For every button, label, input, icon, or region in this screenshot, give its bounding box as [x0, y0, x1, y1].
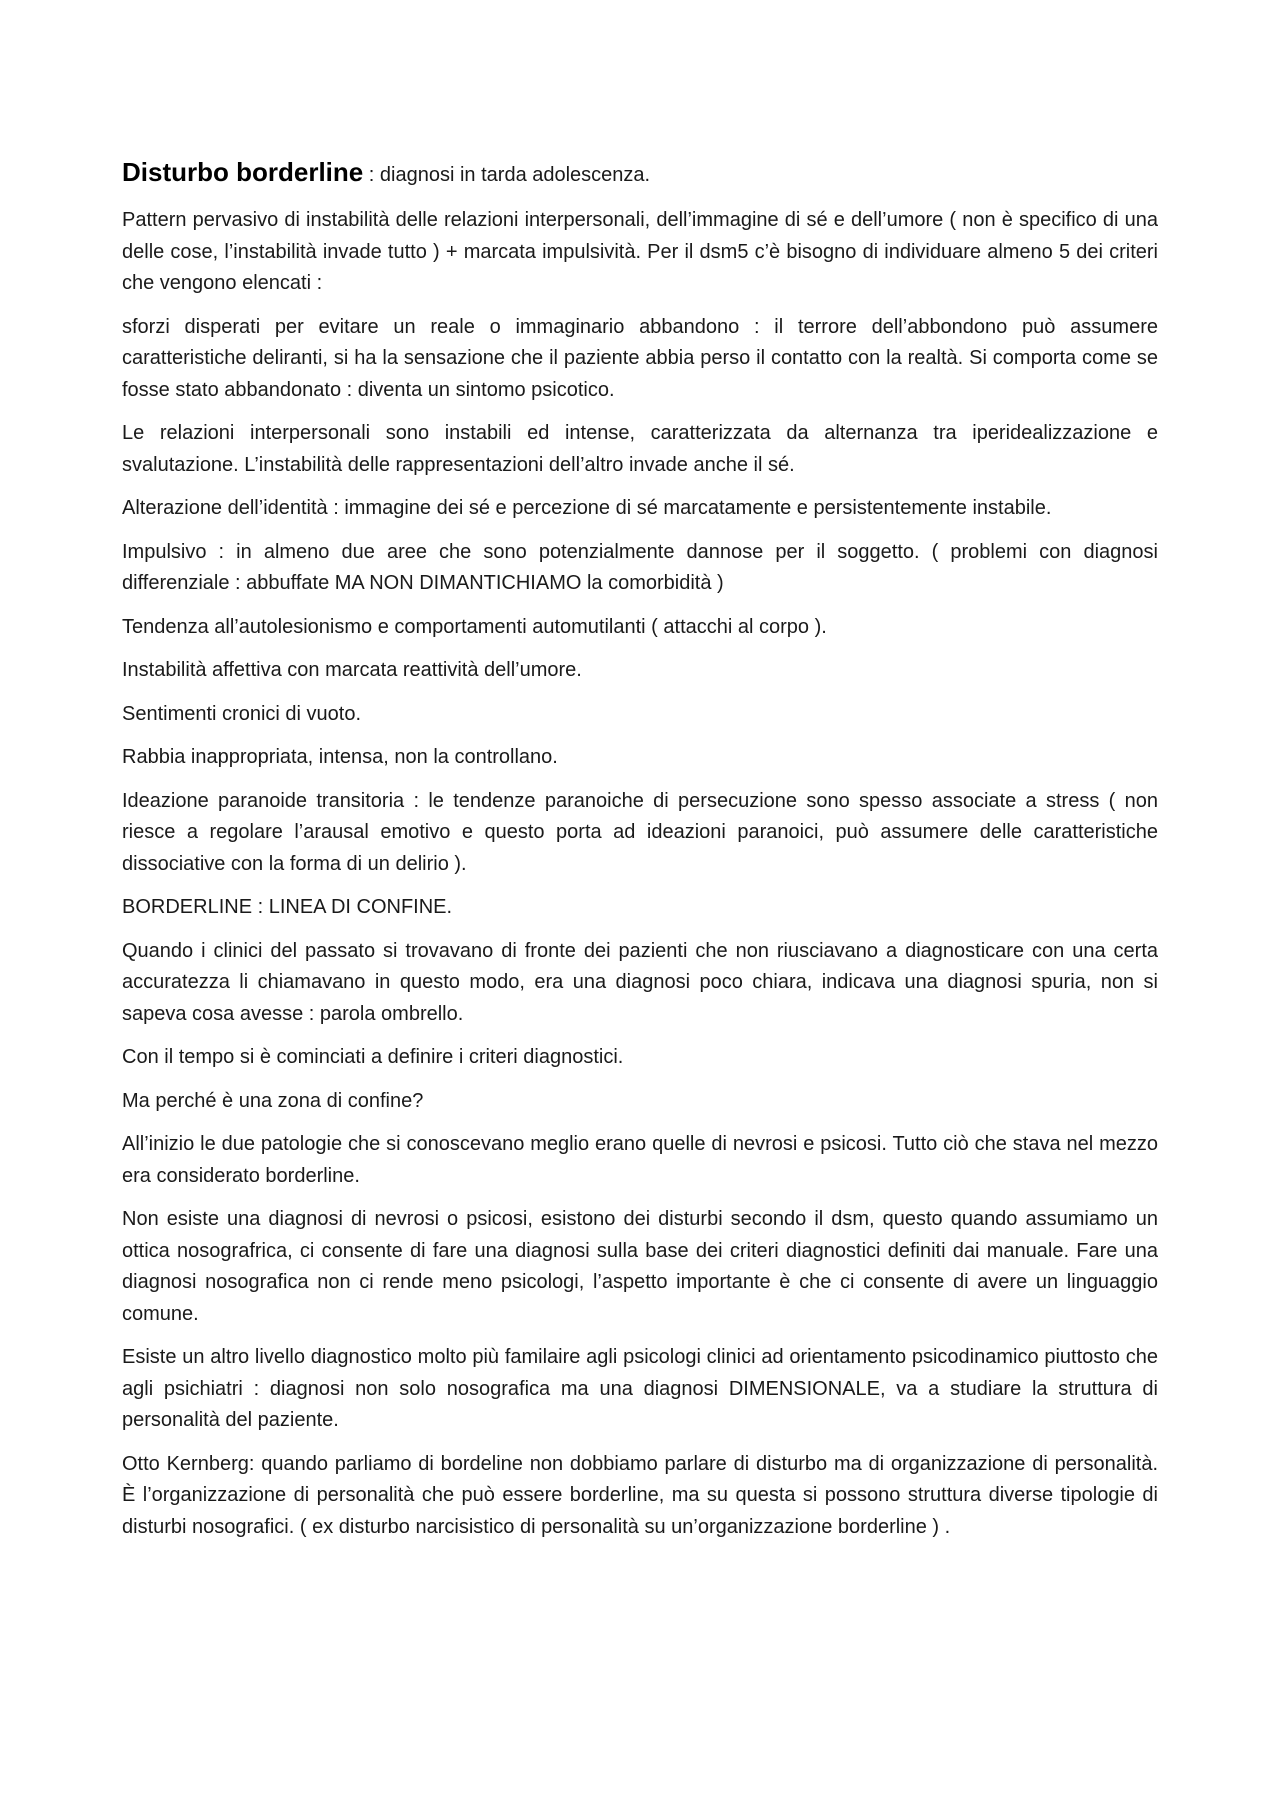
paragraph-kernberg: Otto Kernberg: quando parliamo di bordeline non dobbiamo parlare di disturbo ma di organizzazione di personalità. È l’organizzazione di personalità che può essere borderline, ma su questa si possono struttura diverse tipologie di disturbi nosografici. ( ex disturbo narcisistico di personalità su un’organizzazione borderline ) .	[122, 1452, 1158, 1538]
heading-title: Disturbo borderline	[122, 157, 364, 187]
paragraph-criterion-identity: Alterazione dell’identità : immagine dei sé e percezione di sé marcatamente e persistentemente instabile.	[122, 497, 1052, 519]
paragraph-criterion-impulsivity: Impulsivo : in almeno due aree che sono potenzialmente dannose per il soggetto. ( problemi con diagnosi differenziale : abbuffate MA NON DIMANTICHIAMO la comorbidità )	[122, 540, 1158, 594]
paragraph-criteria-defined: Con il tempo si è cominciati a definire i criteri diagnostici.	[122, 1046, 624, 1068]
heading-subtitle: : diagnosi in tarda adolescenza.	[363, 164, 651, 186]
paragraph-criterion-paranoid-ideation: Ideazione paranoide transitoria : le tendenze paranoiche di persecuzione sono spesso associate a stress ( non riesce a regolare l’arausal emotivo e questo porta ad ideazioni paranoici, può assumere delle caratteristiche dissociative con la forma di un delirio ).	[122, 789, 1158, 875]
paragraph-history: Quando i clinici del passato si trovavano di fronte dei pazienti che non riusciavano a diagnosticare con una certa accuratezza li chiamavano in questo modo, era una diagnosi poco chiara, indicava una diagnosi spuria, non si sapeva cosa avesse : parola ombrello.	[122, 939, 1158, 1025]
paragraph-criterion-self-harm: Tendenza all’autolesionismo e comportamenti automutilanti ( attacchi al corpo ).	[122, 615, 827, 638]
paragraph-dimensional: Esiste un altro livello diagnostico molto più familaire agli psicologi clinici ad orientamento psicodinamico piuttosto che agli psichiatri : diagnosi non solo nosografica ma una diagnosi DIMENSIONALE, va a studiare la struttura di personalità del paziente.	[122, 1346, 1158, 1431]
paragraph-criterion-relations: Le relazioni interpersonali sono instabili ed intense, caratterizzata da alternanza tra iperidealizzazione e svalutazione. L’instabilità delle rappresentazioni dell’altro invade anche il sé.	[122, 422, 1158, 476]
paragraph-criterion-emptiness: Sentimenti cronici di vuoto.	[122, 702, 362, 725]
paragraph-criterion-abandonment: sforzi disperati per evitare un reale o immaginario abbandono : il terrore dell’abbondono può assumere caratteristiche deliranti, si ha la sensazione che il paziente abbia perso il contatto con la realtà. Si comporta come se fosse stato abbandonato : diventa un sintomo psicotico.	[122, 315, 1158, 401]
paragraph-criterion-anger: Rabbia inappropriata, intensa, non la controllano.	[122, 746, 558, 768]
paragraph-nosographic: Non esiste una diagnosi di nevrosi o psicosi, esistono dei disturbi secondo il dsm, questo quando assumiamo un ottica nosografrica, ci consente di fare una diagnosi sulla base dei criteri diagnostici definiti dai manuale. Fare una diagnosi nosografica non ci rende meno psicologi, l’aspetto importante è che ci consente di avere un linguaggio comune.	[122, 1208, 1158, 1325]
document-heading	[122, 154, 1158, 193]
document-body	[122, 154, 1158, 1555]
paragraph-neurosis-psychosis: All’inizio le due patologie che si conoscevano meglio erano quelle di nevrosi e psicosi. Tutto ciò che stava nel mezzo era considerato borderline.	[122, 1133, 1158, 1187]
paragraph-definition: Pattern pervasivo di instabilità delle relazioni interpersonali, dell’immagine di sé e dell’umore ( non è specifico di una delle cose, l’instabilità invade tutto ) + marcata impulsività. Per il dsm5 c’è bisogno di individuare almeno 5 dei criteri che vengono elencati :	[122, 209, 1158, 294]
paragraph-question: Ma perché è una zona di confine?	[122, 1089, 424, 1112]
paragraph-criterion-affective-instability: Instabilità affettiva con marcata reattività dell’umore.	[122, 659, 582, 681]
paragraph-borderline-definition: BORDERLINE : LINEA DI CONFINE.	[122, 896, 453, 918]
